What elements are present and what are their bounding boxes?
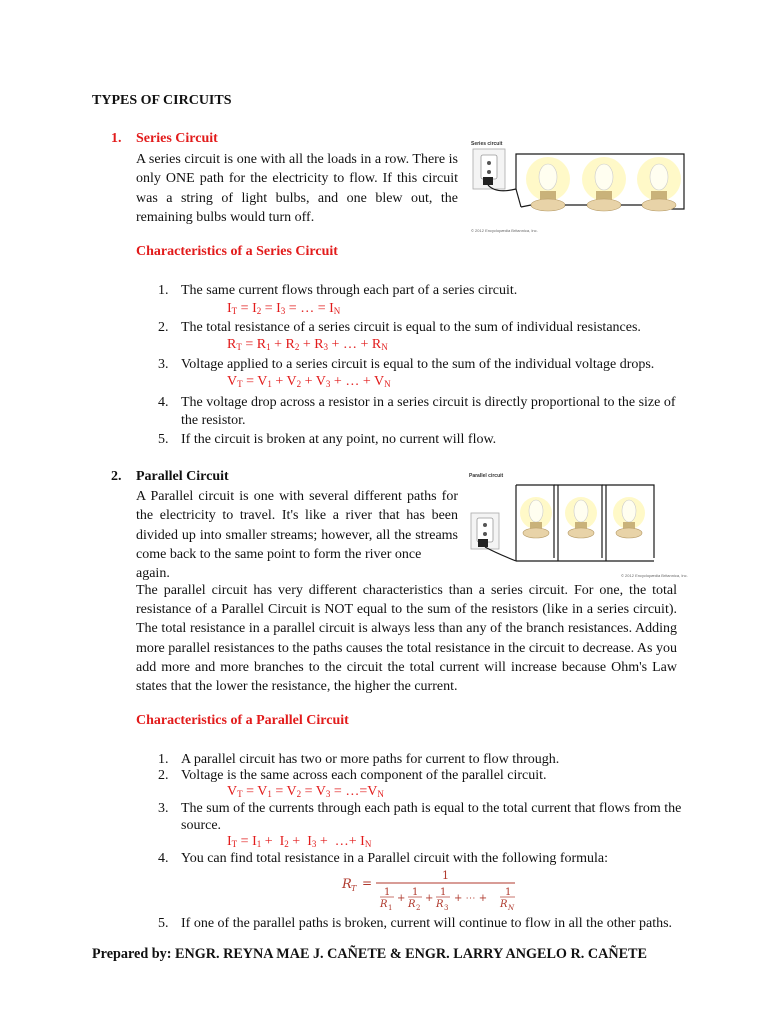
fraction-formula-graphic [340,868,540,914]
parallel-number: 2. [111,469,122,484]
svg-text:1: 1 [412,887,419,898]
parallel-characteristics-heading: Characteristics of a Parallel Circuit [136,713,349,728]
series-resistance-formula: $R_T = R_1 + R_2 + R_3$ + … + $R_N$ [227,337,388,352]
svg-text:N: N [508,904,515,912]
series-line: A series circuit is one with all the loads in a row. There is [136,152,458,167]
list-item: If the circuit is broken at any point, no current will flow. [181,432,497,447]
parallel-circuit-figure [466,473,696,583]
list-item-continuation: source. [181,818,222,833]
parallel-voltage-formula: $V_T = V_1 = V_2 = V_3$ = $\dots=V_N$ [227,784,384,799]
paragraph-line: The parallel circuit has very different characteristics than a series circuit. For one, the total [136,583,677,598]
parallel-body-paragraph [136,581,677,696]
svg-text:=: = [362,876,373,890]
list-number: 2. [158,768,169,783]
series-line: was a string of light bulbs, and one blew out, the [136,190,458,206]
svg-text:+: + [425,893,434,904]
svg-text:1: 1 [442,869,449,882]
svg-text:+: + [397,893,406,904]
paragraph-line: add more and more branches to the circuit the total current will increase because Ohm's Law [136,659,677,675]
parallel-line: the electricity to travel. It's like a river that has been [136,508,458,524]
list-item: The total resistance of a series circuit is equal to the sum of individual resistances. [181,320,641,335]
paragraph-line: more parallel resistances to the paths causes the total resistance in the circuit to decrease. As you [136,640,677,656]
prepared-by-footer: Prepared by: ENGR. REYNA MAE J. CAÑETE & ENGR. LARRY ANGELO R. CAÑETE [92,946,647,962]
list-item: If one of the parallel paths is broken, current will continue to flow in all the other paths. [181,916,673,931]
svg-text:2: 2 [416,904,421,912]
svg-text:T: T [351,884,357,893]
list-number: 4. [158,851,169,866]
list-item: You can find total resistance in a Parallel circuit with the following formula: [181,851,609,866]
list-number: 2. [158,320,169,335]
parallel-line: A Parallel circuit is one with several different paths for [136,489,458,504]
series-line: only ONE path for the electricity to flow. If this circuit [136,171,458,187]
parallel-heading: Parallel Circuit [136,469,229,484]
parallel-line: come back to the same point to form the river once again. [136,546,422,582]
list-number: 5. [158,432,169,447]
svg-text:1: 1 [505,887,512,898]
figure-label: Parallel circuit [469,473,504,479]
parallel-resistance-formula [340,868,540,914]
svg-text:1: 1 [388,904,393,912]
list-number: 4. [158,395,169,410]
parallel-current-formula: $I_T = I_1 + I_2 + I_3$ + …+ $I_N$ [227,834,372,849]
list-number: 5. [158,916,169,931]
series-current-formula: $I_T = I_2 = I_3$ = … = $I_N$ [227,301,341,316]
svg-text:R: R [500,899,508,910]
series-description [136,150,458,227]
series-circuit-diagram [466,139,696,237]
list-item: A parallel circuit has two or more paths for current to flow through. [181,752,560,767]
svg-text:R: R [342,877,352,892]
paragraph-line: resistance of a Parallel Circuit is NOT equal to the sum of the resistors (like in a series circuit). [136,602,677,618]
svg-text:R: R [380,899,388,910]
list-number: 3. [158,357,169,372]
series-voltage-formula: $V_T = V_1 + V_2 + V_3$ + … + $V_N$ [227,374,391,389]
list-number: 1. [158,752,169,767]
figure-copyright: © 2012 Encyclopædia Britannica, Inc. [621,573,688,578]
parallel-line: divided up into smaller streams; however, all the streams [136,527,458,543]
list-number: 1. [158,283,169,298]
svg-text:+ ⋯ +: + ⋯ + [454,893,488,904]
list-item: The sum of the currents through each path is equal to the total current that flows from the [181,801,682,816]
figure-copyright: © 2012 Encyclopædia Britannica, Inc. [471,228,538,233]
list-item: The same current flows through each part of a series circuit. [181,283,518,298]
paragraph-line: states that the lower the resistance, the higher the current. [136,679,458,695]
list-number: 3. [158,801,169,816]
svg-text:1: 1 [384,887,391,898]
parallel-description [136,487,458,583]
figure-label: Series circuit [471,141,503,147]
svg-text:1: 1 [440,887,447,898]
parallel-circuit-diagram [466,473,696,583]
series-number: 1. [111,131,122,146]
series-heading: Series Circuit [136,131,218,146]
svg-text:3: 3 [444,904,449,912]
series-line: remaining bulbs would turn off. [136,209,315,225]
list-item: Voltage applied to a series circuit is equal to the sum of the individual voltage drops. [181,357,655,372]
svg-text:R: R [408,899,416,910]
paragraph-line: The total resistance in a parallel circuit is always less than any of the branch resistances. Adding [136,621,677,637]
list-item-continuation: the resistor. [181,413,246,428]
list-item: The voltage drop across a resistor in a series circuit is directly proportional to the size of [181,395,676,410]
list-item: Voltage is the same across each component of the parallel circuit. [181,768,547,783]
page-title: TYPES OF CIRCUITS [92,93,232,108]
series-circuit-figure [466,139,696,237]
series-characteristics-heading: Characteristics of a Series Circuit [136,244,338,259]
svg-text:R: R [436,899,444,910]
